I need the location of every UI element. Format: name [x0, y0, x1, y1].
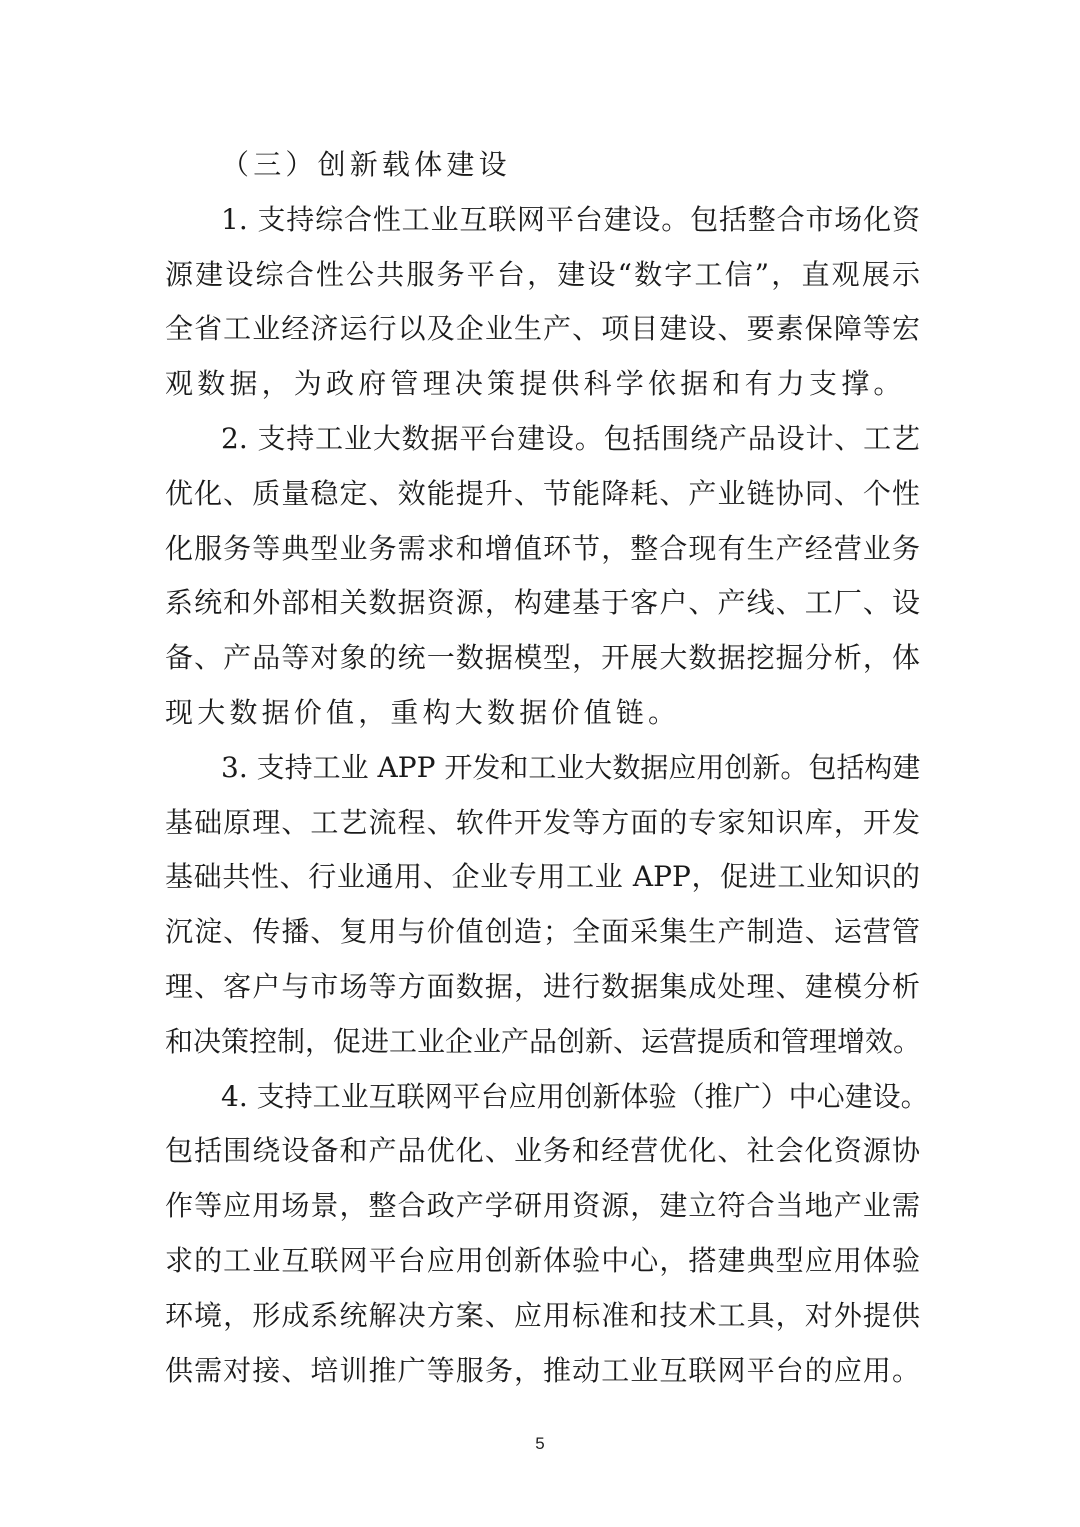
paragraph-4: [165, 1070, 929, 1399]
paragraph-line: 包括围绕设备和产品优化、业务和经营优化、社会化资源协: [165, 1134, 920, 1168]
paragraph-1: [165, 193, 920, 412]
paragraph-line: 备、产品等对象的统一数据模型，开展大数据挖掘分析，体: [165, 641, 920, 675]
paragraph-line: 3. 支持工业 APP 开发和工业大数据应用创新。包括构建: [221, 750, 921, 784]
paragraph-line: 作等应用场景，整合政产学研用资源，建立符合当地产业需: [165, 1189, 920, 1223]
paragraph-line: 求的工业互联网平台应用创新体验中心，搭建典型应用体验: [165, 1243, 920, 1277]
paragraph-line: 基础原理、工艺流程、软件开发等方面的专家知识库，开发: [165, 805, 920, 839]
paragraph-line: 2. 支持工业大数据平台建设。包括围绕产品设计、工艺: [221, 421, 920, 455]
paragraph-line: 供需对接、培训推广等服务，推动工业互联网平台的应用。: [165, 1353, 920, 1387]
paragraph-line: 基础共性、行业通用、企业专用工业 APP，促进工业知识的: [165, 860, 920, 894]
paragraph-line: 1. 支持综合性工业互联网平台建设。包括整合市场化资: [221, 202, 920, 236]
paragraph-line: 现大数据价值，重构大数据价值链。: [165, 695, 681, 729]
page-body: [165, 138, 929, 1398]
page-number: 5: [535, 1434, 545, 1453]
paragraph-line: 系统和外部相关数据资源，构建基于客户、产线、工厂、设: [165, 586, 920, 620]
paragraph-line: 优化、质量稳定、效能提升、节能降耗、产业链协同、个性: [165, 476, 920, 510]
paragraph-line: 化服务等典型业务需求和增值环节，整合现有生产经营业务: [165, 531, 920, 565]
paragraph-2: [165, 412, 920, 741]
paragraph-line: 4. 支持工业互联网平台应用创新体验（推广）中心建设。: [221, 1079, 929, 1113]
paragraph-line: 源建设综合性公共服务平台，建设“数字工信”，直观展示: [165, 257, 920, 291]
paragraph-line: 理、客户与市场等方面数据，进行数据集成处理、建模分析: [165, 969, 920, 1003]
paragraph-line: 环境，形成系统解决方案、应用标准和技术工具，对外提供: [165, 1298, 920, 1332]
section-heading: （三）创新载体建设: [221, 148, 511, 181]
paragraph-line: 沉淀、传播、复用与价值创造；全面采集生产制造、运营管: [165, 915, 920, 949]
paragraph-3: [165, 741, 920, 1070]
paragraph-line: 和决策控制，促进工业企业产品创新、运营提质和管理增效。: [165, 1024, 922, 1058]
paragraph-line: 观数据，为政府管理决策提供科学依据和有力支撑。: [165, 367, 906, 401]
paragraph-line: 全省工业经济运行以及企业生产、项目建设、要素保障等宏: [165, 312, 920, 346]
